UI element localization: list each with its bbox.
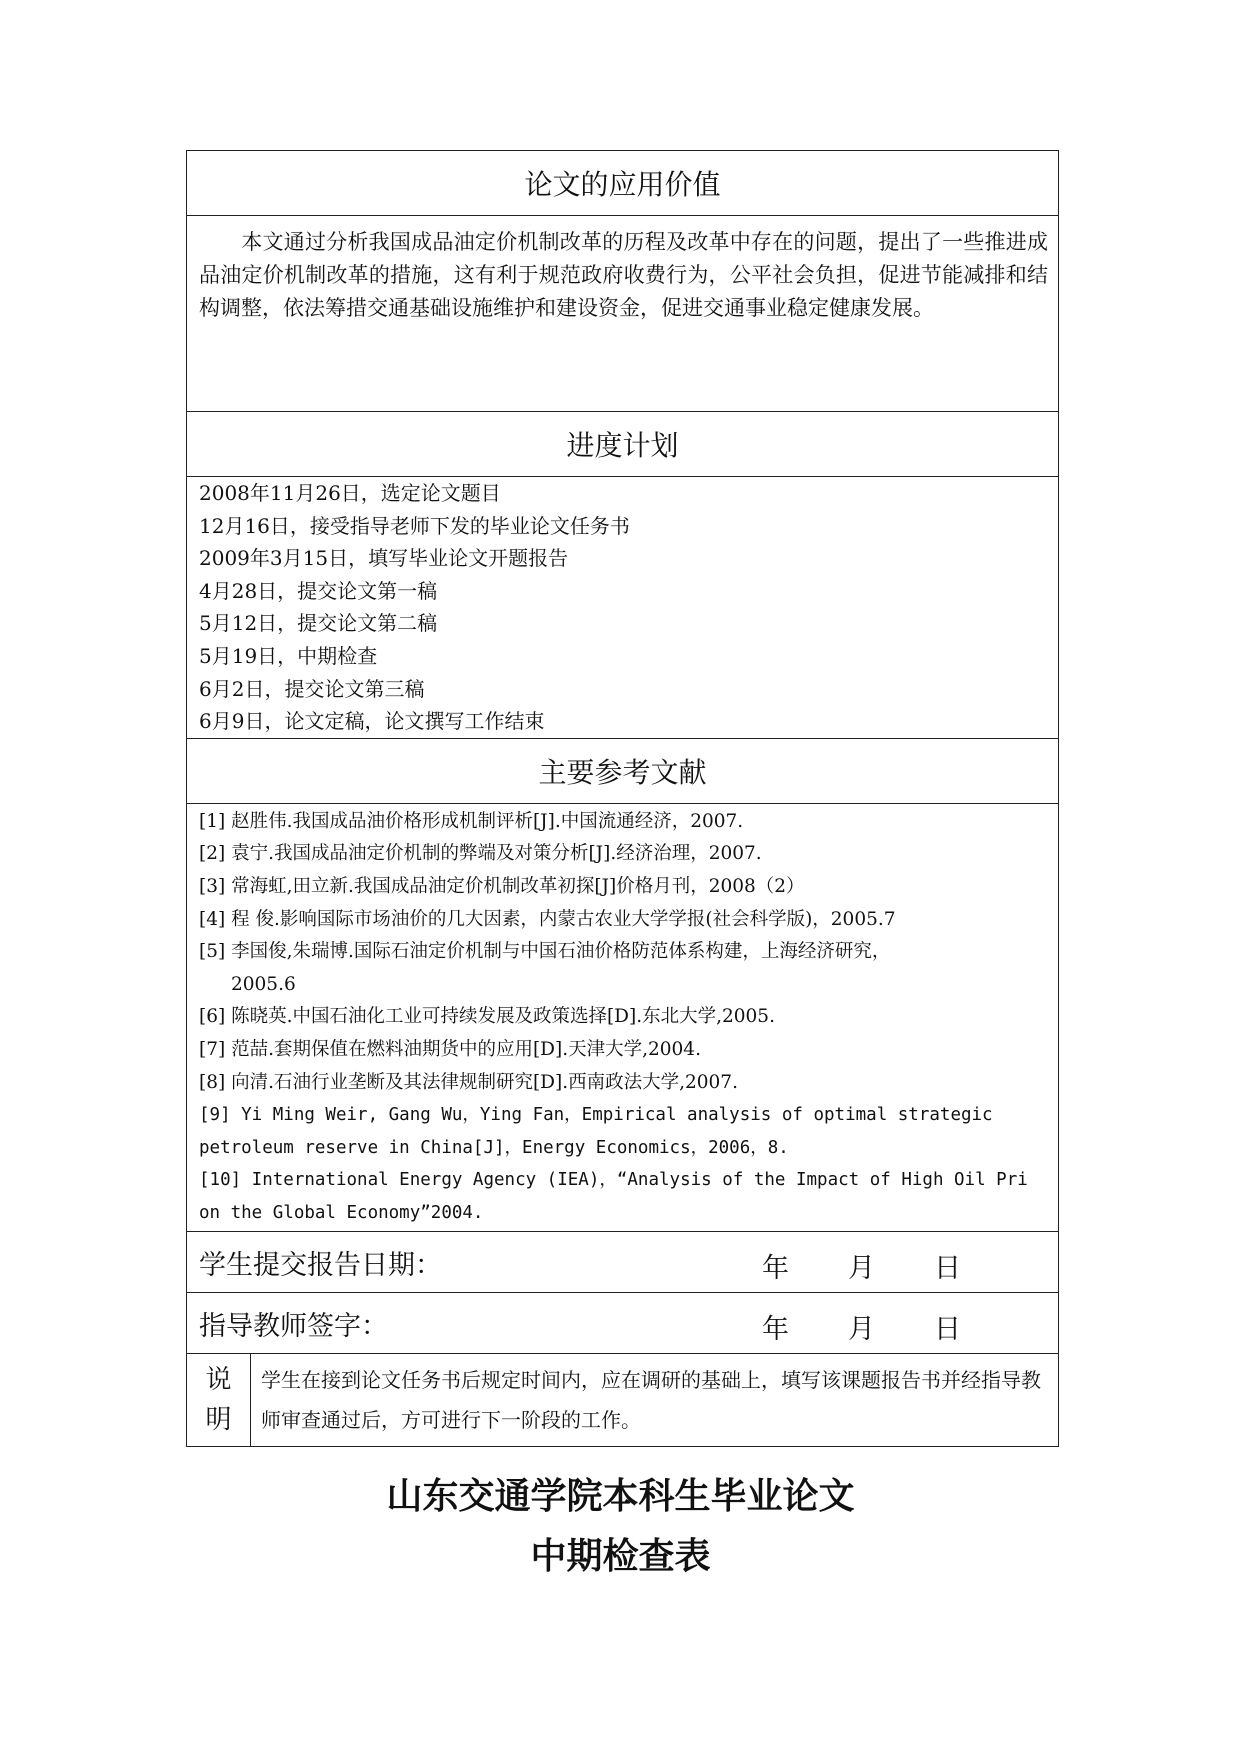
reference-line: [5] 李国俊,朱瑞博.国际石油定价机制与中国石油价格防范体系构建，上海经济研究， — [199, 941, 891, 963]
plan-item: 12月16日，接受指导老师下发的毕业论文任务书 — [199, 513, 630, 538]
year-field[interactable]: 年 — [762, 1314, 789, 1346]
reference-line: [6] 陈晓英.中国石油化工业可持续发展及政策选择[D].东北大学,2005. — [199, 1006, 775, 1028]
plan-item: 2009年3月15日，填写毕业论文开题报告 — [199, 546, 569, 571]
note-text: 学生在接到论文任务书后规定时间内，应在调研的基础上，填写该课题报告书并经指导教师审查通过后，方可进行下一阶段的工作。 — [251, 1354, 1059, 1447]
reference-line: petroleum reserve in China[J]，Energy Economics，2006，8. — [199, 1137, 789, 1158]
day-field[interactable]: 日 — [934, 1314, 961, 1346]
reference-line: [2] 袁宁.我国成品油定价机制的弊端及对策分析[J].经济治理，2007. — [199, 843, 762, 865]
plan-item: 4月28日，提交论文第一稿 — [199, 578, 438, 603]
reference-line: 2005.6 — [231, 973, 296, 995]
value-section-body — [187, 216, 1059, 412]
month-field[interactable]: 月 — [848, 1253, 875, 1285]
refs-section-title: 主要参考文献 — [187, 738, 1059, 803]
reference-list — [187, 803, 1059, 1232]
reference-line: [7] 范喆.套期保值在燃料油期货中的应用[D].天津大学,2004. — [199, 1038, 701, 1060]
plan-item: 5月12日，提交论文第二稿 — [199, 611, 438, 636]
plan-item: 6月2日，提交论文第三稿 — [199, 676, 425, 701]
reference-line: [8] 向清.石油行业垄断及其法律规制研究[D].西南政法大学,2007. — [199, 1071, 738, 1093]
month-field[interactable]: 月 — [848, 1314, 875, 1346]
plan-item: 6月9日，论文定稿，论文撰写工作结束 — [199, 709, 545, 734]
student-date-label: 学生提交报告日期： — [199, 1249, 442, 1281]
reference-line: on the Global Economy”2004. — [199, 1202, 484, 1223]
value-section-title: 论文的应用价值 — [187, 151, 1059, 216]
plan-item: 2008年11月26日，选定论文题目 — [199, 481, 501, 505]
teacher-sign-label: 指导教师签字： — [199, 1310, 388, 1342]
reference-line: [10] International Energy Agency (IEA)，“Analysis of the Impact of High Oil Pri — [199, 1170, 1028, 1191]
note-label-char: 明 — [205, 1405, 232, 1436]
document-subtitle: 中期检查表 — [530, 1536, 711, 1577]
plan-section-title: 进度计划 — [187, 412, 1059, 477]
report-form — [186, 150, 1058, 1447]
form-table — [186, 150, 1059, 1447]
teacher-sign-row — [187, 1293, 1059, 1354]
value-section-text: 本文通过分析我国成品油定价机制改革的历程及改革中存在的问题，提出了一些推进成品油定价机制改革的措施，这有利于规范政府收费行为，公平社会负担，促进节能减排和结构调整，依法筹措交通基础设施维护和建设资金，促进交通事业稳定健康发展。 — [199, 230, 1049, 320]
note-label — [187, 1354, 251, 1447]
reference-line: [4] 程 俊.影响国际市场油价的几大因素，内蒙古农业大学学报(社会科学版)，2005.7 — [199, 908, 896, 930]
year-field[interactable]: 年 — [762, 1253, 789, 1285]
reference-line: [1] 赵胜伟.我国成品油价格形成机制评析[J].中国流通经济，2007. — [199, 810, 744, 832]
reference-line: [9] Yi Ming Weir, Gang Wu，Ying Fan，Empirical analysis of optimal strategic — [199, 1105, 993, 1126]
note-label-char: 说 — [205, 1365, 232, 1396]
document-title: 山东交通学院本科生毕业论文 — [386, 1476, 855, 1517]
plan-list — [187, 477, 1059, 739]
plan-item: 5月19日，中期检查 — [199, 643, 378, 668]
reference-line: [3] 常海虹,田立新.我国成品油定价机制改革初探[J]价格月刊，2008（2） — [199, 875, 805, 897]
day-field[interactable]: 日 — [934, 1253, 961, 1285]
student-date-row — [187, 1232, 1059, 1293]
